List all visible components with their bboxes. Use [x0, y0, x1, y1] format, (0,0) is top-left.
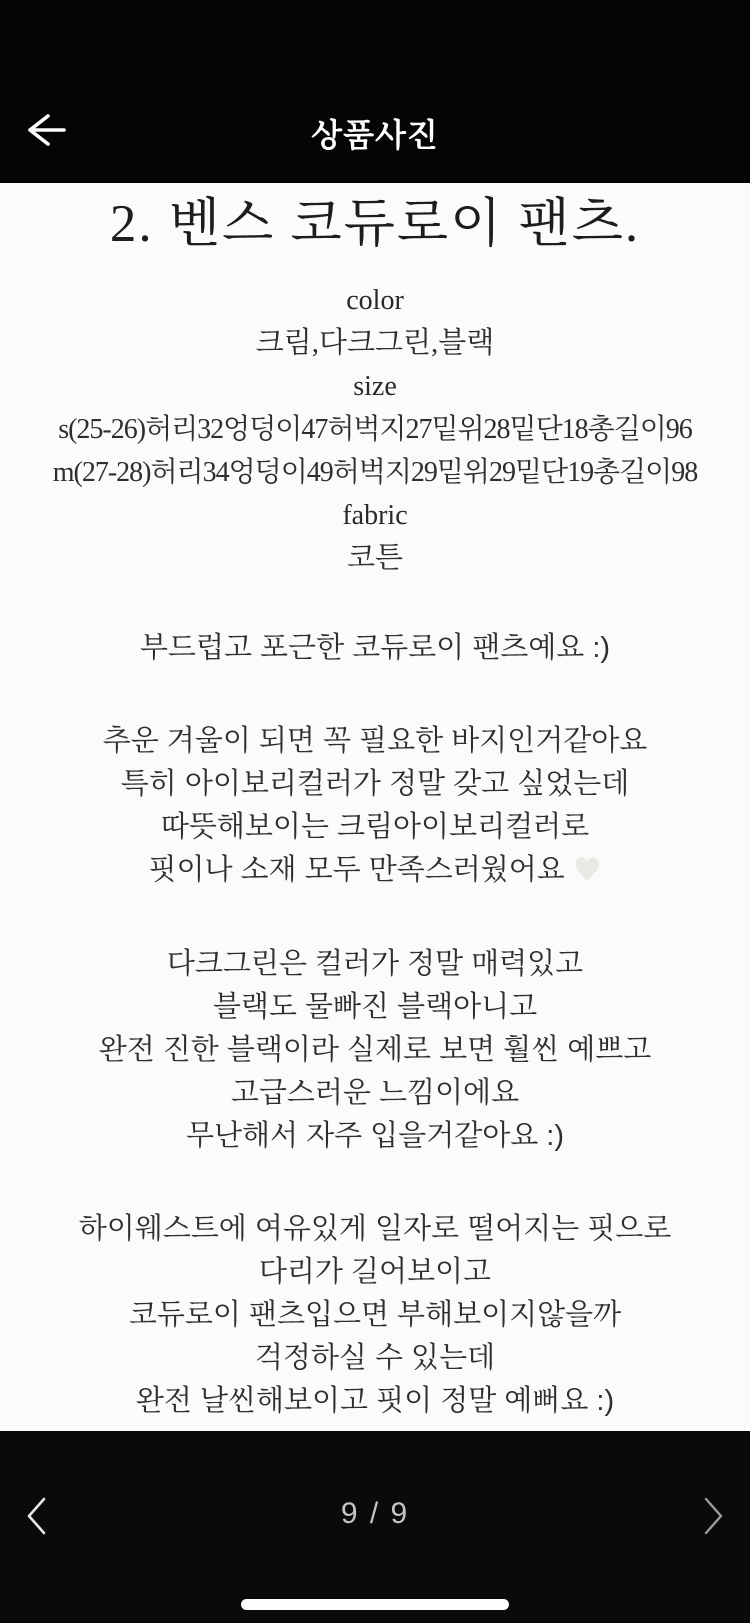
- review-paragraph: [0, 627, 750, 670]
- review-paragraph: [0, 1208, 750, 1423]
- spec-color-value: 크림,다크그린,블랙: [255, 327, 495, 359]
- review-line-text: 핏이나 소재 모두 만족스러웠어요: [148, 854, 573, 886]
- product-photo-slide[interactable]: [0, 183, 750, 1431]
- home-indicator-handle[interactable]: [241, 1599, 509, 1610]
- review-line: 다크그린은 컬러가 정말 매력있고: [166, 948, 584, 980]
- review-line: [0, 849, 750, 892]
- page-title: 상품사진: [311, 117, 439, 153]
- review-line: 따뜻해보이는 크림아이보리컬러로: [160, 811, 590, 843]
- review-line: 걱정하실 수 있는데: [254, 1342, 496, 1374]
- spec-fabric-value: 코튼: [346, 542, 404, 574]
- review-line: 특히 아이보리컬러가 정말 갖고 싶었는데: [120, 768, 630, 800]
- review-paragraph: [0, 943, 750, 1158]
- review-paragraph: [0, 720, 750, 892]
- spec-size-s: s(25-26)허리32엉덩이47허벅지27밑위28밑단18총길이96: [58, 414, 692, 445]
- page-indicator: 9 / 9: [340, 1497, 410, 1530]
- review-line: 하이웨스트에 여유있게 일자로 떨어지는 핏으로: [78, 1213, 672, 1245]
- spec-color-label: color: [346, 285, 404, 316]
- white-heart-icon: ♥: [572, 851, 602, 889]
- review-line: 블랙도 물빠진 블랙아니고: [212, 991, 538, 1023]
- spec-size-label: size: [353, 371, 397, 402]
- spec-fabric-label: fabric: [342, 500, 408, 531]
- review-line: 무난해서 자주 입을거같아요 :): [185, 1120, 565, 1152]
- review-line: 코듀로이 팬츠입으면 부해보이지않을까: [128, 1299, 622, 1331]
- product-spec-block: [0, 279, 750, 580]
- review-line: 완전 날씬해보이고 핏이 정말 예뻐요 :): [135, 1385, 615, 1417]
- review-line: 부드럽고 포근한 코듀로이 팬츠예요 :): [139, 632, 611, 664]
- chevron-right-icon: [700, 1492, 728, 1543]
- next-photo-button[interactable]: [686, 1489, 742, 1545]
- app-bar: [0, 0, 750, 183]
- review-line: 추운 겨울이 되면 꼭 필요한 바지인거같아요: [102, 725, 648, 757]
- product-title: 2. 벤스 코듀로이 팬츠.: [109, 195, 641, 253]
- spec-size-m: m(27-28)허리34엉덩이49허벅지29밑위29밑단19총길이98: [52, 457, 698, 488]
- review-line: 완전 진한 블랙이라 실제로 보면 훨씬 예쁘고: [98, 1034, 652, 1066]
- review-line: 다리가 길어보이고: [258, 1256, 492, 1288]
- pager-bar: [0, 1431, 750, 1623]
- review-line: 고급스러운 느낌이에요: [230, 1077, 520, 1109]
